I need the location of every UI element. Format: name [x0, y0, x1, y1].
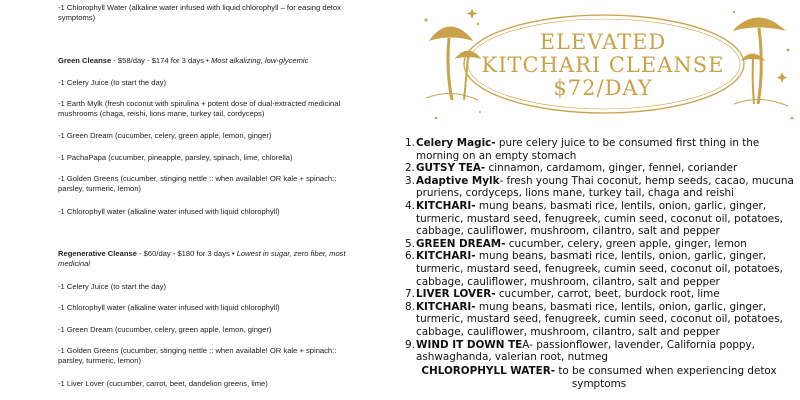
green-cleanse-price: - $58/day - $174 for 3 days •: [111, 56, 211, 65]
green-cleanse-name: Green Cleanse: [58, 56, 112, 65]
green-cleanse-item: -1 Green Dream (cucumber, celery, green apple, lemon, ginger): [58, 131, 272, 140]
banner-price: $72/DAY: [553, 76, 653, 100]
regenerative-cleanse-item: -1 Chlorophyll water (alkaline water infused with liquid chlorophyll): [58, 303, 280, 312]
green-cleanse-header: [58, 56, 358, 66]
regenerative-cleanse-header: [58, 249, 358, 270]
list-item: 2. GUTSY TEA- cinnamon, cardamom, ginger, fennel, coriander: [405, 162, 738, 175]
green-cleanse-note: Most alkalizing, low-glycemic: [210, 56, 309, 65]
list-item: 9. WIND IT DOWN TEA- passionflower, lavender, California poppy, ashwaghanda, valerian root, nutmeg: [405, 338, 755, 364]
right-mushroom-icon: [734, 18, 788, 106]
list-item: 1. Celery Magic- pure celery juice to be consumed first thing in the morning on an empty stomach: [405, 137, 760, 162]
regenerative-cleanse-note: Lowest in sugar, zero fiber, most medicinal: [58, 249, 346, 269]
regenerative-cleanse-item: -1 Celery Juice (to start the day): [58, 282, 167, 291]
green-cleanse-item: -1 Golden Greens (cucumber, stinging nettle :: when available! OR kale + spinach:: parsley, turmeric, lemon): [58, 174, 337, 194]
list-item: 5. GREEN DREAM- cucumber, celery, green apple, ginger, lemon: [405, 237, 747, 250]
green-cleanse-item: -1 Celery Juice (to start the day): [58, 78, 167, 87]
regenerative-cleanse-item: -1 Liver Lover (cucumber, carrot, beet, dandelion greens, lime): [58, 379, 268, 388]
green-cleanse-item: -1 PachaPapa (cucumber, pineapple, parsley, spinach, lime, chlorella): [58, 153, 293, 162]
list-item: 4. KITCHARI- mung beans, basmati rice, lentils, onion, garlic, ginger, turmeric, mustard seed, fenugreek, cumin seed, coconut oil, potatoes, cabbage, cauliflower, mushroom, cilantro, salt and pepper: [405, 199, 783, 238]
regenerative-cleanse-item: -1 Golden Greens (cucumber, stinging nettle :: when available! OR kale + spinach:: parsley, turmeric, lemon): [58, 346, 337, 366]
chlorophyll-water-note: [404, 365, 794, 390]
banner-title-line1: ELEVATED: [539, 30, 667, 54]
regenerative-cleanse-name: Regenerative Cleanse: [58, 249, 137, 258]
chlorophyll-water-item: -1 Chlorophyll Water (alkaline water infused with liquid chlorophyll – for easing detox symptoms): [58, 3, 341, 23]
list-item: 8. KITCHARI- mung beans, basmati rice, lentils, onion, garlic, ginger, turmeric, mustard seed, fenugreek, cumin seed, coconut oil, potatoes, cabbage, cauliflower, mushroom, cilantro, salt and pepper: [405, 300, 783, 338]
list-item: 7. LIVER LOVER- cucumber, carrot, beet, burdock root, lime: [405, 288, 720, 301]
list-item: 6. KITCHARI- mung beans, basmati rice, lentils, onion, garlic, ginger, turmeric, mustard seed, fenugreek, cumin seed, coconut oil, potatoes, cabbage, cauliflower, mushroom, cilantro, salt and pepper: [405, 250, 783, 288]
regenerative-cleanse-item: -1 Green Dream (cucumber, celery, green apple, lemon, ginger): [58, 325, 272, 334]
list-item: 3. Adaptive Mylk- fresh young Thai coconut, hemp seeds, cacao, mucuna pruriens, cordyceps, lions mane, turkey tail, chaga and reishi: [405, 174, 794, 200]
green-cleanse-item: -1 Earth Mylk (fresh coconut with spirulina + potent dose of dual-extracted medicinal mushrooms (chaga, reishi, lions mane, turkey tail, cordyceps): [58, 99, 341, 119]
kitchari-cleanse-list: [398, 137, 796, 364]
chlorophyll-water-desc: to be consumed when experiencing detox symptoms: [555, 365, 777, 390]
green-cleanse-item: -1 Chlorophyll water (alkaline water infused with liquid chlorophyll): [58, 207, 280, 216]
banner-title-line2: KITCHARI CLEANSE: [481, 53, 725, 77]
regenerative-cleanse-price: - $60/day - $180 for 3 days •: [136, 249, 237, 258]
chlorophyll-water-name: CHLOROPHYLL WATER-: [421, 365, 556, 377]
